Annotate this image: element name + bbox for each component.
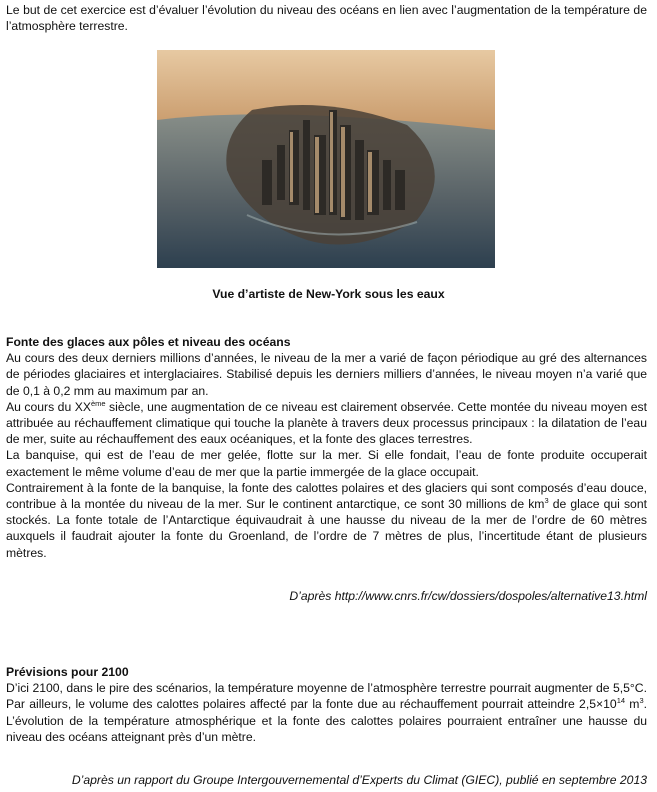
intro-paragraph: Le but de cet exercice est d’évaluer l’évolution du niveau des océans en lien avec l’augmentation de la température de l’atmosphère terrestre. (6, 3, 647, 34)
section-forecast-2100 (6, 664, 647, 745)
paragraph (6, 399, 647, 448)
source-citation-cnrs: D’après http://www.cnrs.fr/cw/dossiers/dospoles/alternative13.html (289, 589, 647, 603)
paragraph (6, 480, 647, 561)
text-run: . L’évolution de la température atmosphérique et la fonte des calottes polaires pourraient entraîner une hausse du niveau des océans atteignant près d’un mètre. (6, 697, 648, 744)
paragraph: Au cours des deux derniers millions d’années, le niveau de la mer a varié de façon périodique au gré des alternances de périodes glaciaires et interglaciaires. Stabilisé depuis les derniers milliers d’années, le niveau moyen n’a varié que de 0,1 à 0,2 mm au maximum par an. (6, 351, 647, 398)
text-run: m (625, 697, 640, 712)
section-title: Prévisions pour 2100 (6, 665, 129, 679)
superscript: 14 (616, 696, 626, 706)
source-citation-giec: D’après un rapport du Groupe Intergouvernemental d’Experts du Climat (GIEC), publié en septembre 2013 (71, 773, 647, 787)
text-run: siècle, une augmentation de ce niveau est clairement observée. Cette montée du niveau moyen est attribuée au réchauffement climatique qui touche la planète à travers deux processus principaux : la dilatation de l’eau de mer, suite au réchauffement des eaux océaniques, et la fonte des glaces terrestres. (6, 399, 647, 447)
flooded-city-illustration (157, 50, 495, 268)
text-run: Au cours du XX (6, 399, 91, 414)
new-york-flood-image (157, 50, 495, 268)
superscript: 3 (544, 496, 549, 506)
figure-caption: Vue d’artiste de New-York sous les eaux (212, 287, 445, 301)
text-run: Contrairement à la fonte de la banquise, la fonte des calottes polaires et des glaciers qui sont composés d’eau douce, contribue à la montée du niveau de la mer. Sur le continent antarctique, ce sont 30 millions de km (6, 480, 647, 512)
paragraph (6, 680, 647, 745)
superscript: ème (90, 398, 106, 408)
superscript: 3 (639, 696, 644, 706)
section-title: Fonte des glaces aux pôles et niveau des océans (6, 335, 291, 349)
text-run: de glace qui sont stockés. La fonte totale de l’Antarctique équivaudrait à une hausse du niveau de la mer de l’ordre de 60 mètres auxquels il faudrait ajouter la fonte du Groenland, de l’ordre de 7 mètres de plus, l’incertitude étant de plusieurs mètres. (6, 497, 647, 560)
section-ice-melt (6, 334, 647, 561)
text-run: D’ici 2100, dans le pire des scénarios, la température moyenne de l’atmosphère terrestre pourrait augmenter de 5,5°C. Par ailleurs, le volume des calottes polaires affecté par la fonte due au réchauffement pourrait atteindre 2,5×10 (6, 681, 647, 712)
paragraph: La banquise, qui est de l’eau de mer gelée, flotte sur la mer. Si elle fondait, l’eau de fonte produite occuperait exactement le même volume d’eau de mer que la partie immergée de la glace occupait. (6, 448, 647, 479)
